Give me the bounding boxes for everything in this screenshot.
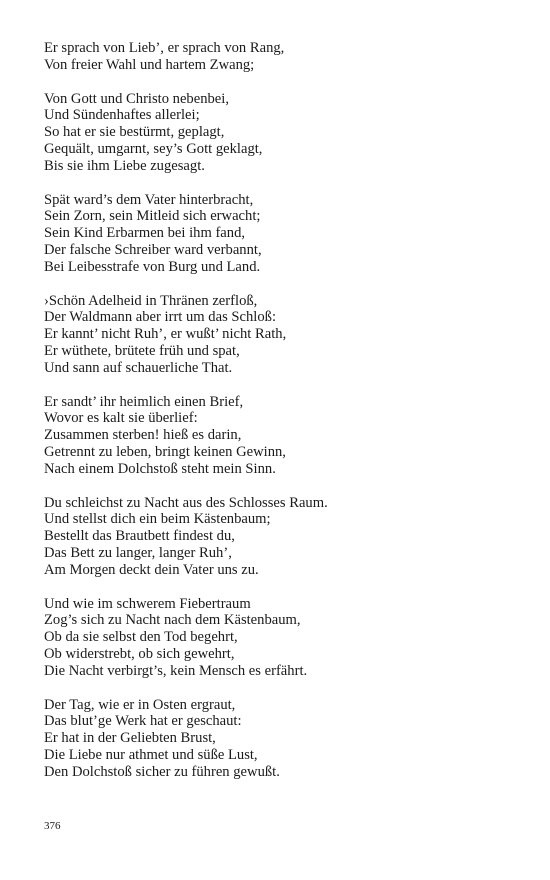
verse-line: Spät ward’s dem Vater hinterbracht, [44,191,254,208]
verse-line: Ob da sie selbst den Tod begehrt, [44,629,238,646]
stanza [44,40,514,74]
verse-line: Er sprach von Lieb’, er sprach von Rang, [44,40,285,56]
verse-line: Er sandt’ ihr heimlich einen Brief, [44,393,244,410]
verse-line: Wovor es kalt sie überlief: [44,410,198,427]
verse-line: Zog’s sich zu Nacht nach dem Kästenbaum, [44,612,301,629]
verse-line: Und stellst dich ein beim Kästenbaum; [44,511,271,528]
verse-line: Den Dolchstoß sicher zu führen gewußt. [44,763,280,780]
verse-line: Sein Zorn, sein Mitleid sich erwacht; [44,208,261,225]
verse-line: Der Tag, wie er in Osten ergraut, [44,696,236,713]
verse-line: Er kannt’ nicht Ruh’, er wußt’ nicht Rath, [44,326,287,343]
verse-line: Bestellt das Brautbett findest du, [44,528,235,545]
stanza [44,394,514,478]
verse-line: Gequält, umgarnt, sey’s Gott geklagt, [44,140,263,157]
verse-line: Der falsche Schreiber ward verbannt, [44,241,262,258]
verse-line: Ob widerstrebt, ob sich gewehrt, [44,645,235,662]
verse-line: Der Waldmann aber irrt um das Schloß: [44,309,276,326]
stanza [44,293,514,377]
verse-line: Zusammen sterben! hieß es darin, [44,427,242,444]
verse-line: Die Liebe nur athmet und süße Lust, [44,746,258,763]
verse-line: Von freier Wahl und hartem Zwang; [44,56,255,73]
verse-line: Das Bett zu langer, langer Ruh’, [44,544,232,561]
page-number: 376 [44,820,61,832]
verse-line: Du schleichst zu Nacht aus des Schlosses Raum. [44,494,328,511]
verse-line: Von Gott und Christo nebenbei, [44,90,229,107]
stanza [44,495,514,579]
verse-line: Getrennt zu leben, bringt keinen Gewinn, [44,443,286,460]
verse-line: Und Sündenhaftes allerlei; [44,107,200,124]
verse-line: Bis sie ihm Liebe zugesagt. [44,157,205,174]
verse-line: Er hat in der Geliebten Brust, [44,730,216,747]
verse-line: Am Morgen deckt dein Vater uns zu. [44,561,259,578]
stanza [44,91,514,175]
verse-line: Das blut’ge Werk hat er geschaut: [44,713,242,730]
verse-line: Bei Leibesstrafe von Burg und Land. [44,258,261,275]
verse-line: Er wüthete, brütete früh und spat, [44,342,240,359]
verse-line: Die Nacht verbirgt’s, kein Mensch es erfährt. [44,662,308,679]
verse-line: Nach einem Dolchstoß steht mein Sinn. [44,460,276,477]
verse-line: Und wie im schwerem Fiebertraum [44,595,251,612]
verse-line: Sein Kind Erbarmen bei ihm fand, [44,225,246,242]
verse-line: So hat er sie bestürmt, geplagt, [44,124,225,141]
stanza [44,697,514,781]
verse-line: Und sann auf schauerliche That. [44,359,233,376]
poem-text [44,40,514,797]
stanza [44,596,514,680]
stanza [44,192,514,276]
verse-line: ›Schön Adelheid in Thränen zerfloß, [44,292,258,309]
